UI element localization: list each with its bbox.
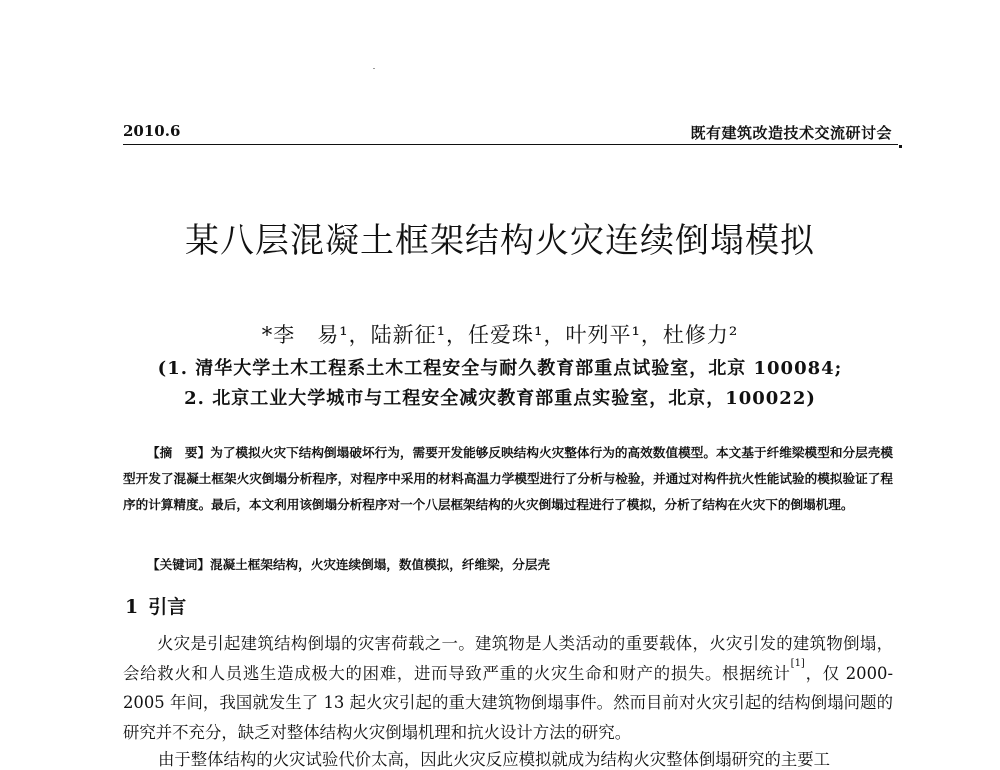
- next-paragraph-partial: 由于整体结构的火灾试验代价太高，因此火灾反应模拟就成为结构火灾整体倒塌研究的主要工: [158, 750, 831, 769]
- keywords: [147, 554, 897, 573]
- keywords-label: 【关键词】: [147, 557, 210, 572]
- abstract-text: 为了模拟火灾下结构倒塌破坏行为，需要开发能够反映结构火灾整体行为的高效数值模型。本文基于纤维梁模型和分层壳模型开发了混凝土框架火灾倒塌分析程序，对程序中采用的材料高温力学模型进行了分析与检验，并通过对构件抗火性能试验的模拟验证了程序的计算精度。最后，本文利用该倒塌分析程序对一个八层框架结构的火灾倒塌过程进行了模拟，分析了结构在火灾下的倒塌机理。: [123, 445, 894, 512]
- author-list: *李 易¹，陆新征¹，任爱珠¹，叶列平¹，杜修力²: [261, 323, 739, 347]
- keywords-text: 混凝土框架结构，火灾连续倒塌，数值模拟，纤维梁，分层壳: [209, 557, 550, 572]
- section-number: 1: [125, 596, 139, 618]
- running-header: [123, 120, 898, 145]
- citation-ref: [1]: [790, 657, 805, 669]
- paragraph-text-b: ，仅 2000-2005 年间，我国就发生了 13 起火灾引起的重大建筑物倒塌事件。然而目前对火灾引起的结构倒塌问题的研究并不充分，缺乏对整体结构火灾倒塌机理和抗火设计方法的研究。: [123, 663, 894, 742]
- paper-title: 某八层混凝土框架结构火灾连续倒塌模拟: [185, 221, 815, 261]
- abstract-label: 【摘 要】: [147, 445, 211, 460]
- section-heading-introduction: [125, 592, 186, 619]
- header-date: 2010.6: [123, 122, 181, 140]
- scan-speck: [373, 68, 375, 69]
- paragraph-text-a: 火灾是引起建筑结构倒塌的灾害荷载之一。建筑物是人类活动的重要载体，火灾引发的建筑物倒塌，会给救火和人员逃生造成极大的困难，进而导致严重的火灾生命和财产的损失。根据统计: [123, 634, 893, 683]
- section-title: 引言: [148, 596, 187, 618]
- affiliation-1: (1. 清华大学土木工程系土木工程安全与耐久教育部重点试验室，北京 100084;: [157, 358, 843, 379]
- affiliation-2: 2. 北京工业大学城市与工程安全减灾教育部重点实验室，北京，100022): [184, 388, 816, 409]
- abstract: [123, 440, 893, 518]
- header-rule-mark: [899, 145, 902, 148]
- introduction-paragraph: [123, 629, 893, 747]
- header-conference: 既有建筑改造技术交流研讨会: [690, 124, 892, 142]
